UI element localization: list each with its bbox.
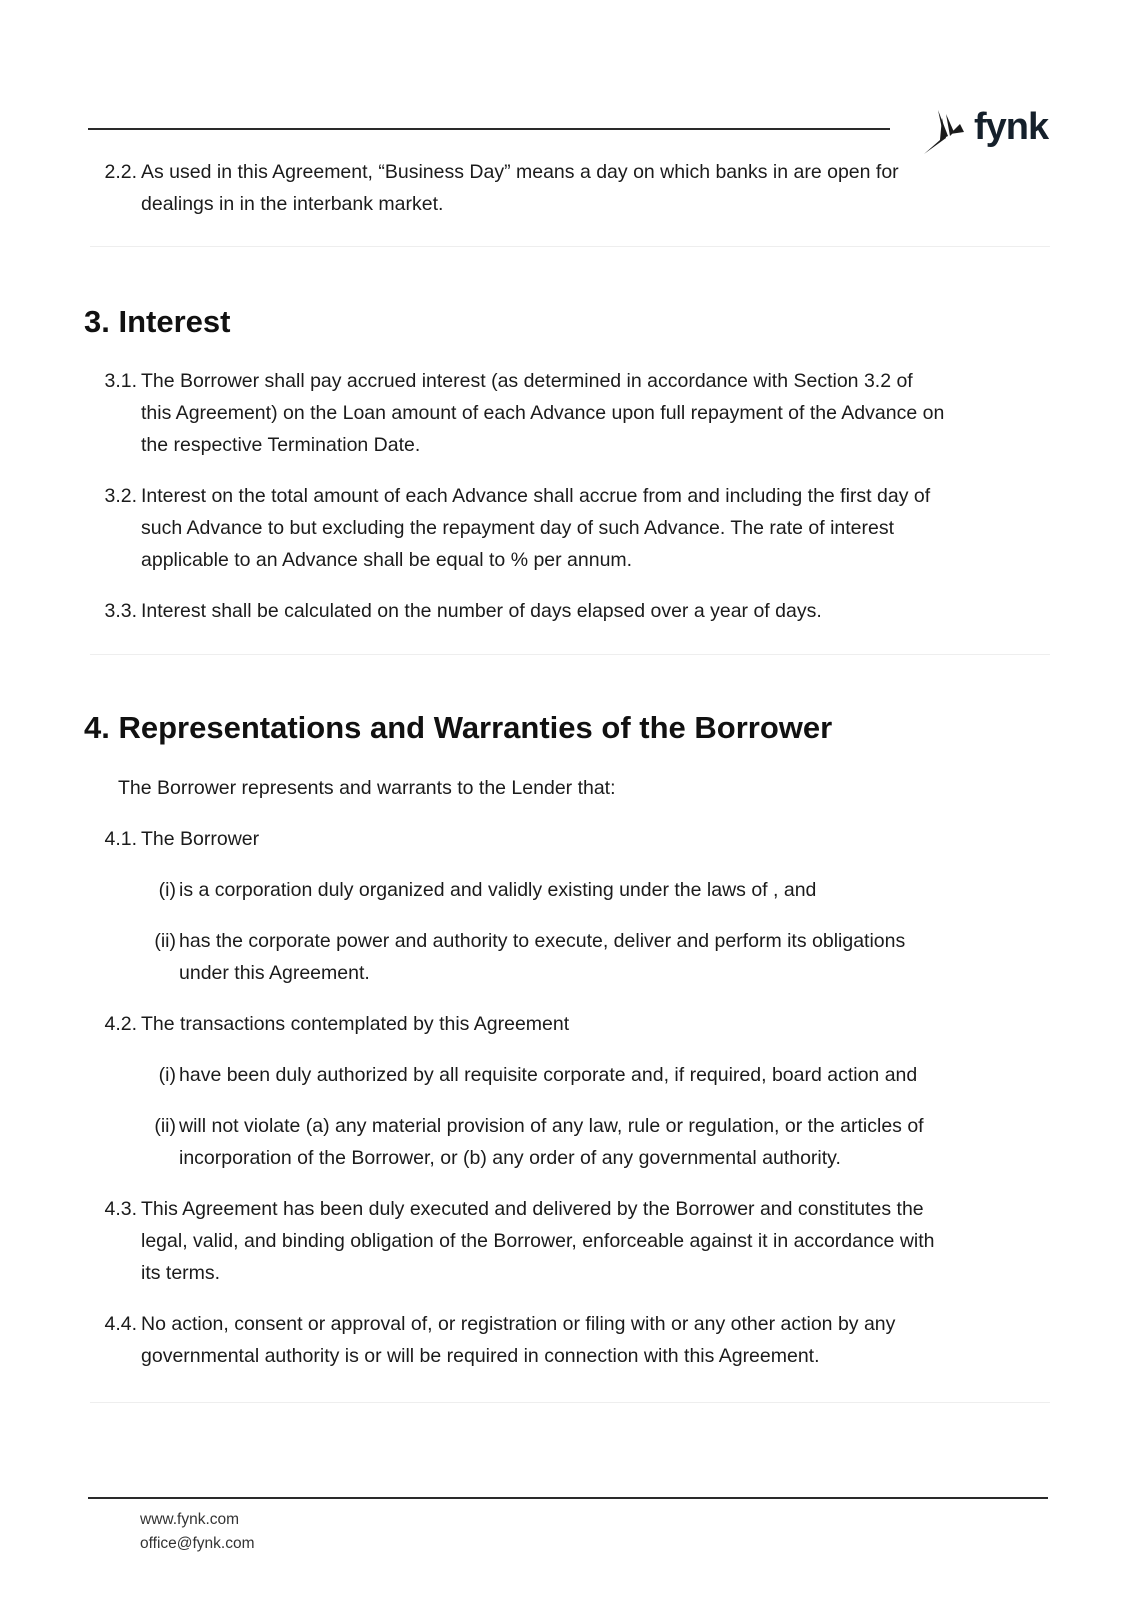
crane-bird-icon — [920, 104, 972, 156]
subclause-4-1-ii — [90, 925, 1050, 989]
subclause-number: (i) — [158, 1064, 176, 1086]
section-3-clauses — [90, 365, 1050, 627]
clause-line: As used in this Agreement, “Business Day” means a day on which banks in are open for — [141, 161, 899, 183]
brand-logo — [920, 104, 1048, 156]
clause-line: will not violate (a) any material provision of any law, rule or regulation, or the articles of — [179, 1115, 924, 1137]
clause-number: 4.4. — [104, 1313, 137, 1335]
clause-number: 4.3. — [104, 1198, 137, 1220]
clause-line: Interest shall be calculated on the number of days elapsed over a year of days. — [141, 600, 822, 622]
clause-line: such Advance to but excluding the repayment day of such Advance. The rate of interest — [141, 517, 895, 539]
brand-name: fynk — [974, 105, 1049, 148]
subclause-4-2-i — [90, 1059, 1050, 1091]
clause-3-1 — [90, 365, 1050, 461]
subclause-number: (ii) — [154, 1115, 176, 1137]
subclause-number: (ii) — [154, 930, 176, 952]
clause-3-3 — [90, 595, 1050, 627]
clause-4-4 — [90, 1308, 1050, 1372]
clause-line: The Borrower — [141, 828, 260, 850]
section-divider — [90, 654, 1050, 655]
clause-line: this Agreement) on the Loan amount of each Advance upon full repayment of the Advance on — [141, 402, 945, 424]
clause-line: its terms. — [141, 1262, 221, 1284]
clause-number: 3.3. — [104, 600, 137, 622]
section-divider — [90, 1402, 1050, 1403]
clause-line: Interest on the total amount of each Advance shall accrue from and including the first day of — [141, 485, 931, 507]
clause-4-2 — [90, 1008, 1050, 1040]
clause-line: This Agreement has been duly executed and delivered by the Borrower and constitutes the — [141, 1198, 924, 1220]
clause-line: the respective Termination Date. — [141, 434, 421, 456]
header-rule — [88, 128, 890, 130]
subclause-number: (i) — [158, 879, 176, 901]
clause-line: The transactions contemplated by this Agreement — [141, 1013, 570, 1035]
clause-2-2 — [90, 156, 1050, 220]
clause-line: dealings in in the interbank market. — [141, 193, 444, 215]
section-heading-interest: 3. Interest — [84, 304, 231, 339]
clause-number: 4.2. — [104, 1013, 137, 1035]
clause-4-3 — [90, 1193, 1050, 1289]
footer-rule — [88, 1497, 1048, 1499]
subclause-4-2-ii — [90, 1110, 1050, 1174]
footer-website-link[interactable]: www.fynk.com — [140, 1511, 240, 1528]
clause-line: have been duly authorized by all requisite corporate and, if required, board action and — [179, 1064, 918, 1086]
clause-number: 2.2. — [104, 161, 137, 183]
section-divider — [90, 246, 1050, 247]
section-heading-representations: 4. Representations and Warranties of the Borrower — [84, 710, 833, 745]
clause-line: The Borrower shall pay accrued interest (as determined in accordance with Section 3.2 of — [141, 370, 913, 392]
footer-email-link[interactable]: office@fynk.com — [140, 1535, 255, 1552]
clause-line: applicable to an Advance shall be equal to % per annum. — [141, 549, 633, 571]
clause-line: legal, valid, and binding obligation of the Borrower, enforceable against it in accordance with — [141, 1230, 935, 1252]
clause-number: 4.1. — [104, 828, 137, 850]
clause-line: has the corporate power and authority to execute, deliver and perform its obligations — [179, 930, 906, 952]
subclause-4-1-i — [90, 874, 1050, 906]
clause-number: 3.2. — [104, 485, 137, 507]
clause-3-2 — [90, 480, 1050, 576]
section-4-intro: The Borrower represents and warrants to the Lender that: — [118, 777, 616, 799]
clause-line: is a corporation duly organized and validly existing under the laws of , and — [179, 879, 817, 901]
clause-line: incorporation of the Borrower, or (b) any order of any governmental authority. — [179, 1147, 841, 1169]
clause-line: governmental authority is or will be required in connection with this Agreement. — [141, 1345, 820, 1367]
section-4-clauses — [90, 823, 1050, 1372]
clause-line: under this Agreement. — [179, 962, 370, 984]
clause-line: No action, consent or approval of, or registration or filing with or any other action by any — [141, 1313, 896, 1335]
clause-4-1 — [90, 823, 1050, 855]
clause-number: 3.1. — [104, 370, 137, 392]
